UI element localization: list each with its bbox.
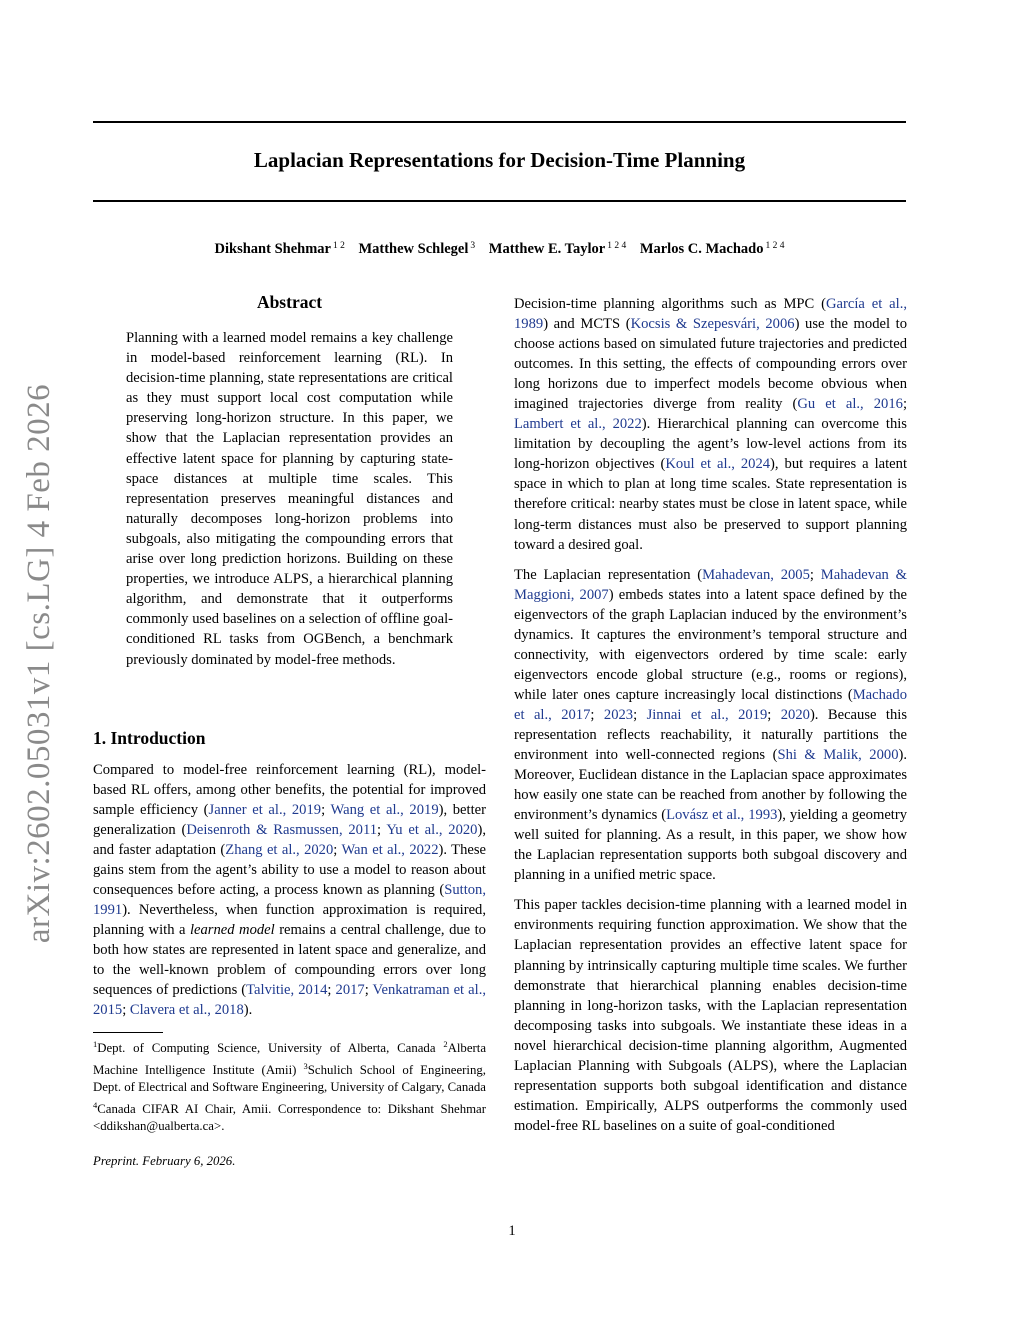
citation-link[interactable]: Wan et al., 2022 xyxy=(341,841,439,858)
citation-link[interactable]: Jinnai et al., 2019 xyxy=(646,706,768,723)
citation-link[interactable]: Janner et al., 2019 xyxy=(208,801,322,818)
footnote-divider xyxy=(93,1032,163,1033)
author-affiliation: 1 2 xyxy=(332,241,345,251)
citation-link[interactable]: Koul et al., 2024 xyxy=(665,456,771,473)
author xyxy=(489,241,626,257)
citation-link[interactable]: 2023 xyxy=(603,706,634,723)
arxiv-stamp-text: arXiv:2602.05031v1 [cs.LG] 4 Feb 2026 xyxy=(21,383,58,943)
citation-link[interactable]: Clavera et al., 2018 xyxy=(129,1002,244,1019)
author-list xyxy=(93,236,906,259)
footnote-affiliation-4: Canada CIFAR AI Chair, Amii. Correspondence to: Dikshant Shehmar <ddikshan@ualberta.ca>. xyxy=(93,1101,486,1134)
citation-link[interactable]: Lambert et al., 2022 xyxy=(514,416,642,433)
footnote-affiliation-2: Alberta Machine Intelligence Institute (Amii) xyxy=(93,1041,486,1077)
abstract-text: Planning with a learned model remains a key challenge in model-based reinforcement learning (RL). In decision-time planning, state representations are critical as they must support local cost computation while preserving long-horizon structure. In this paper, we show that the Laplacian representation provides an effective latent space for planning by capturing state-space distances at multiple time scales. This representation preserves meaningful distances and naturally decomposes long-horizon problems into subgoals, also mitigating the compounding errors that arise over long prediction horizons. Building on these properties, we introduce ALPS, a hierarchical planning algorithm, and demonstrate that it outperforms commonly used baselines on a selection of offline goal-conditioned RL tasks from OGBench, a benchmark previously dominated by model-free methods. xyxy=(126,330,453,668)
section-heading-introduction: 1. Introduction xyxy=(93,727,206,748)
body-paragraph: The Laplacian representation (Mahadevan, 2005; Mahadevan & Maggioni, 2007) embeds states into a latent space defined by the eigenvectors of the graph Laplacian induced by the environment’s dynamics. It captures the environment’s temporal structure and connectivity, with eigenvectors ordered by time scale: early eigenvectors encode global structure (e.g., rooms or regions), while later ones capture increasingly local distinctions (Machado et al., 2017; 2023; Jinnai et al., 2019; 2020). Because this representation reflects reachability, it naturally partitions the environment into well-connected regions (Shi & Malik, 2000). Moreover, Euclidean distance in the Laplacian space approximates how easily one state can be reached from another by following the environment’s dynamics (Lovász et al., 1993), yielding a geometry well suited for planning. As a result, in this paper, we show how the Laplacian representation supports both subgoal discovery and planning in a unified metric space. xyxy=(514,566,908,884)
author-name: Dikshant Shehmar xyxy=(214,241,331,257)
citation-link[interactable]: 2017 xyxy=(335,982,365,999)
preprint-notice: Preprint. February 6, 2026. xyxy=(93,1153,236,1168)
author xyxy=(640,241,785,257)
citation-link[interactable]: Sutton, 1991 xyxy=(93,881,486,918)
author-affiliation: 3 xyxy=(470,241,476,251)
citation-link[interactable]: García et al., 1989 xyxy=(514,296,907,333)
title-rule-top xyxy=(93,121,906,123)
citation-link[interactable]: Mahadevan & Maggioni, 2007 xyxy=(514,566,908,603)
footnote-affiliation-1: Dept. of Computing Science, University of Alberta, Canada xyxy=(97,1041,436,1056)
footnote-affiliation-3: Schulich School of Engineering, Dept. of Electrical and Software Engineering, University of Calgary, Canada xyxy=(93,1062,486,1095)
body-paragraph: Decision-time planning algorithms such as MPC (García et al., 1989) and MCTS (Kocsis & Szepesvári, 2006) use the model to choose actions based on simulated future trajectories and predicted outcomes. In this setting, the effects of compounding errors over long horizons due to imperfect models become obvious when imagined trajectories diverge from reality (Gu et al., 2016; Lambert et al., 2022). Hierarchical planning can overcome this limitation by decoupling the agent’s low-level actions from its long-horizon objectives (Koul et al., 2024), but requires a latent space in which to plan at long time scales. State representation is therefore critical: nearby states must be close in latent space, while long-term distances must also be preserved to support planning toward a desired goal. xyxy=(514,296,907,553)
emphasized-term: learned model xyxy=(189,921,275,938)
page-number: 1 xyxy=(508,1223,516,1239)
body-paragraph: This paper tackles decision-time planning with a learned model in environments requiring function approximation. We show that the Laplacian representation provides an effective latent space for planning by intrinsically capturing multiple time scales. We further demonstrate that hierarchical planning enables decision-time planning in long-horizon tasks, with the Laplacian representation decomposing tasks into subgoals. We instantiate these ideas in a novel hierarchical decision-time planning algorithm, Augmented Laplacian Planning with Subgoals (ALPS), where the Laplacian representation supports both subgoal identification and distance estimation. Empirically, ALPS outperforms the commonly used model-free RL baselines on a suite of goal-conditioned xyxy=(514,897,907,1134)
citation-link[interactable]: Deisenroth & Rasmussen, 2011 xyxy=(186,821,378,838)
footnote-marker: 2 xyxy=(443,1039,448,1050)
citation-link[interactable]: Lovász et al., 1993 xyxy=(666,807,778,824)
author xyxy=(358,241,475,257)
affiliation-footnotes xyxy=(93,1036,486,1136)
footnote-marker: 4 xyxy=(93,1099,98,1110)
citation-link[interactable]: Talvitie, 2014 xyxy=(246,982,328,999)
citation-link[interactable]: Machado et al., 2017 xyxy=(514,686,907,723)
right-column xyxy=(514,294,907,1136)
citation-link[interactable]: 2020 xyxy=(780,706,810,723)
author xyxy=(215,241,345,257)
abstract-heading: Abstract xyxy=(256,292,323,312)
author-affiliation: 1 2 4 xyxy=(607,241,627,251)
author-affiliation: 1 2 4 xyxy=(765,241,785,251)
author-name: Matthew E. Taylor xyxy=(488,241,606,257)
title-rule-bottom xyxy=(93,200,906,202)
author-name: Marlos C. Machado xyxy=(639,241,764,257)
citation-link[interactable]: Yu et al., 2020 xyxy=(386,821,478,838)
citation-link[interactable]: Shi & Malik, 2000 xyxy=(777,747,899,764)
citation-link[interactable]: Gu et al., 2016 xyxy=(797,396,903,413)
paper-title: Laplacian Representations for Decision-Time Planning xyxy=(253,148,746,172)
intro-paragraph: Compared to model-free reinforcement learning (RL), model-based RL offers, among other benefits, the potential for improved sample efficiency (Janner et al., 2019; Wang et al., 2019), better generalization (Deisenroth & Rasmussen, 2011; Yu et al., 2020), and faster adaptation (Zhang et al., 2020; Wan et al., 2022). These gains stem from the agent’s ability to use a model to reason about consequences before acting, a process known as planning (Sutton, 1991). Nevertheless, when function approximation is required, planning with a learned model remains a central challenge, due to both how states are represented in latent space and generalize, and to the well-known problem of compounding errors over long sequences of predictions (Talvitie, 2014; 2017; Venkatraman et al., 2015; Clavera et al., 2018). xyxy=(93,761,487,1019)
arxiv-stamp xyxy=(18,380,62,946)
footnote-marker: 3 xyxy=(303,1060,308,1071)
citation-link[interactable]: Venkatraman et al., 2015 xyxy=(93,982,486,1019)
left-column xyxy=(93,290,486,1170)
citation-link[interactable]: Mahadevan, 2005 xyxy=(702,566,810,583)
author-name: Matthew Schlegel xyxy=(358,241,469,257)
citation-link[interactable]: Zhang et al., 2020 xyxy=(225,841,334,858)
citation-link[interactable]: Kocsis & Szepesvári, 2006 xyxy=(630,316,795,333)
footnote-marker: 1 xyxy=(93,1039,98,1050)
citation-link[interactable]: Wang et al., 2019 xyxy=(330,801,439,818)
